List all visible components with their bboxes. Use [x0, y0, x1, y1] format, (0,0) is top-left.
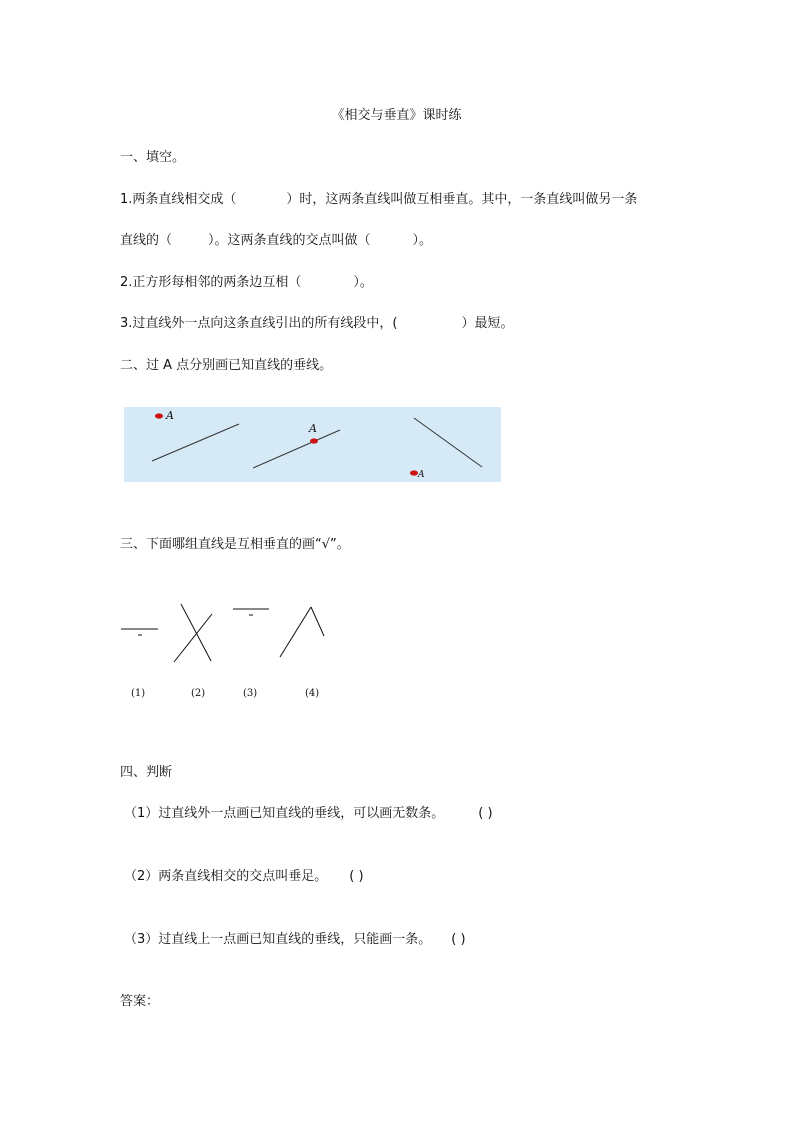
- perpendicular-drawing-figure: [124, 407, 501, 482]
- given-line-1: [152, 424, 239, 461]
- question-2: [120, 275, 373, 291]
- perpendicular-judgement-figure: [112, 595, 342, 705]
- question-1-line-2: [120, 233, 432, 249]
- point-label-3: A: [418, 470, 425, 480]
- pair-label-3: (3): [243, 688, 258, 699]
- section-3-heading: 三、下面哪组直线是互相垂直的画“√”。: [120, 537, 350, 552]
- q3-text-a: 3.过直线外一点向这条直线引出的所有线段中，(: [120, 316, 398, 331]
- point-label-2: A: [309, 422, 317, 435]
- q1-text-d: ）。这两条直线的交点叫做（: [208, 233, 371, 248]
- question-3: [120, 316, 514, 332]
- q1-text-b: ）时，这两条直线叫做互相垂直。其中，一条直线叫做另一条: [286, 192, 638, 207]
- section-2-heading: 二、过 A 点分别画已知直线的垂线。: [120, 358, 333, 373]
- judgement-2: [124, 869, 364, 885]
- q1-text-e: ）。: [412, 233, 433, 248]
- judgement-3-paren[interactable]: ( ): [451, 932, 466, 947]
- q1-text-a: 1.两条直线相交成（: [120, 192, 237, 207]
- answer-heading: 答案：: [120, 994, 160, 1009]
- q1-text-c: 直线的（: [120, 233, 173, 248]
- pair-4-line-a: [280, 607, 311, 657]
- given-line-3: [414, 418, 482, 467]
- judgement-1-paren[interactable]: ( ): [478, 806, 493, 821]
- section-4-heading: 四、判断: [120, 765, 173, 780]
- judgement-1-text: （1）过直线外一点画已知直线的垂线，可以画无数条。: [124, 806, 445, 821]
- section-1-heading: 一、填空。: [120, 150, 186, 165]
- judgement-2-text: （2）两条直线相交的交点叫垂足。: [124, 869, 328, 884]
- judgement-1: [124, 806, 493, 822]
- judgement-3-text: （3）过直线上一点画已知直线的垂线，只能画一条。: [124, 932, 432, 947]
- figure-svg-3: [112, 595, 342, 705]
- figure-svg: [124, 407, 501, 482]
- question-1-line-1: [120, 192, 637, 208]
- pair-2-line-a: [181, 604, 211, 661]
- point-a-3: [410, 470, 418, 475]
- given-line-2: [253, 430, 340, 468]
- pair-label-4: (4): [305, 688, 320, 699]
- point-a-1: [155, 413, 163, 418]
- page-title: 《相交与垂直》课时练: [331, 108, 462, 123]
- q2-text-b: ）。: [353, 275, 373, 290]
- pair-label-1: (1): [131, 688, 146, 699]
- pair-4-line-b: [311, 607, 324, 636]
- q2-text-a: 2.正方形每相邻的两条边互相（: [120, 275, 302, 290]
- point-label-1: A: [166, 409, 174, 422]
- pair-2-line-b: [174, 614, 212, 662]
- judgement-2-paren[interactable]: ( ): [349, 869, 364, 884]
- judgement-3: [124, 932, 466, 948]
- q3-text-b: ）最短。: [461, 316, 514, 331]
- point-a-2: [310, 438, 318, 443]
- pair-label-2: (2): [191, 688, 206, 699]
